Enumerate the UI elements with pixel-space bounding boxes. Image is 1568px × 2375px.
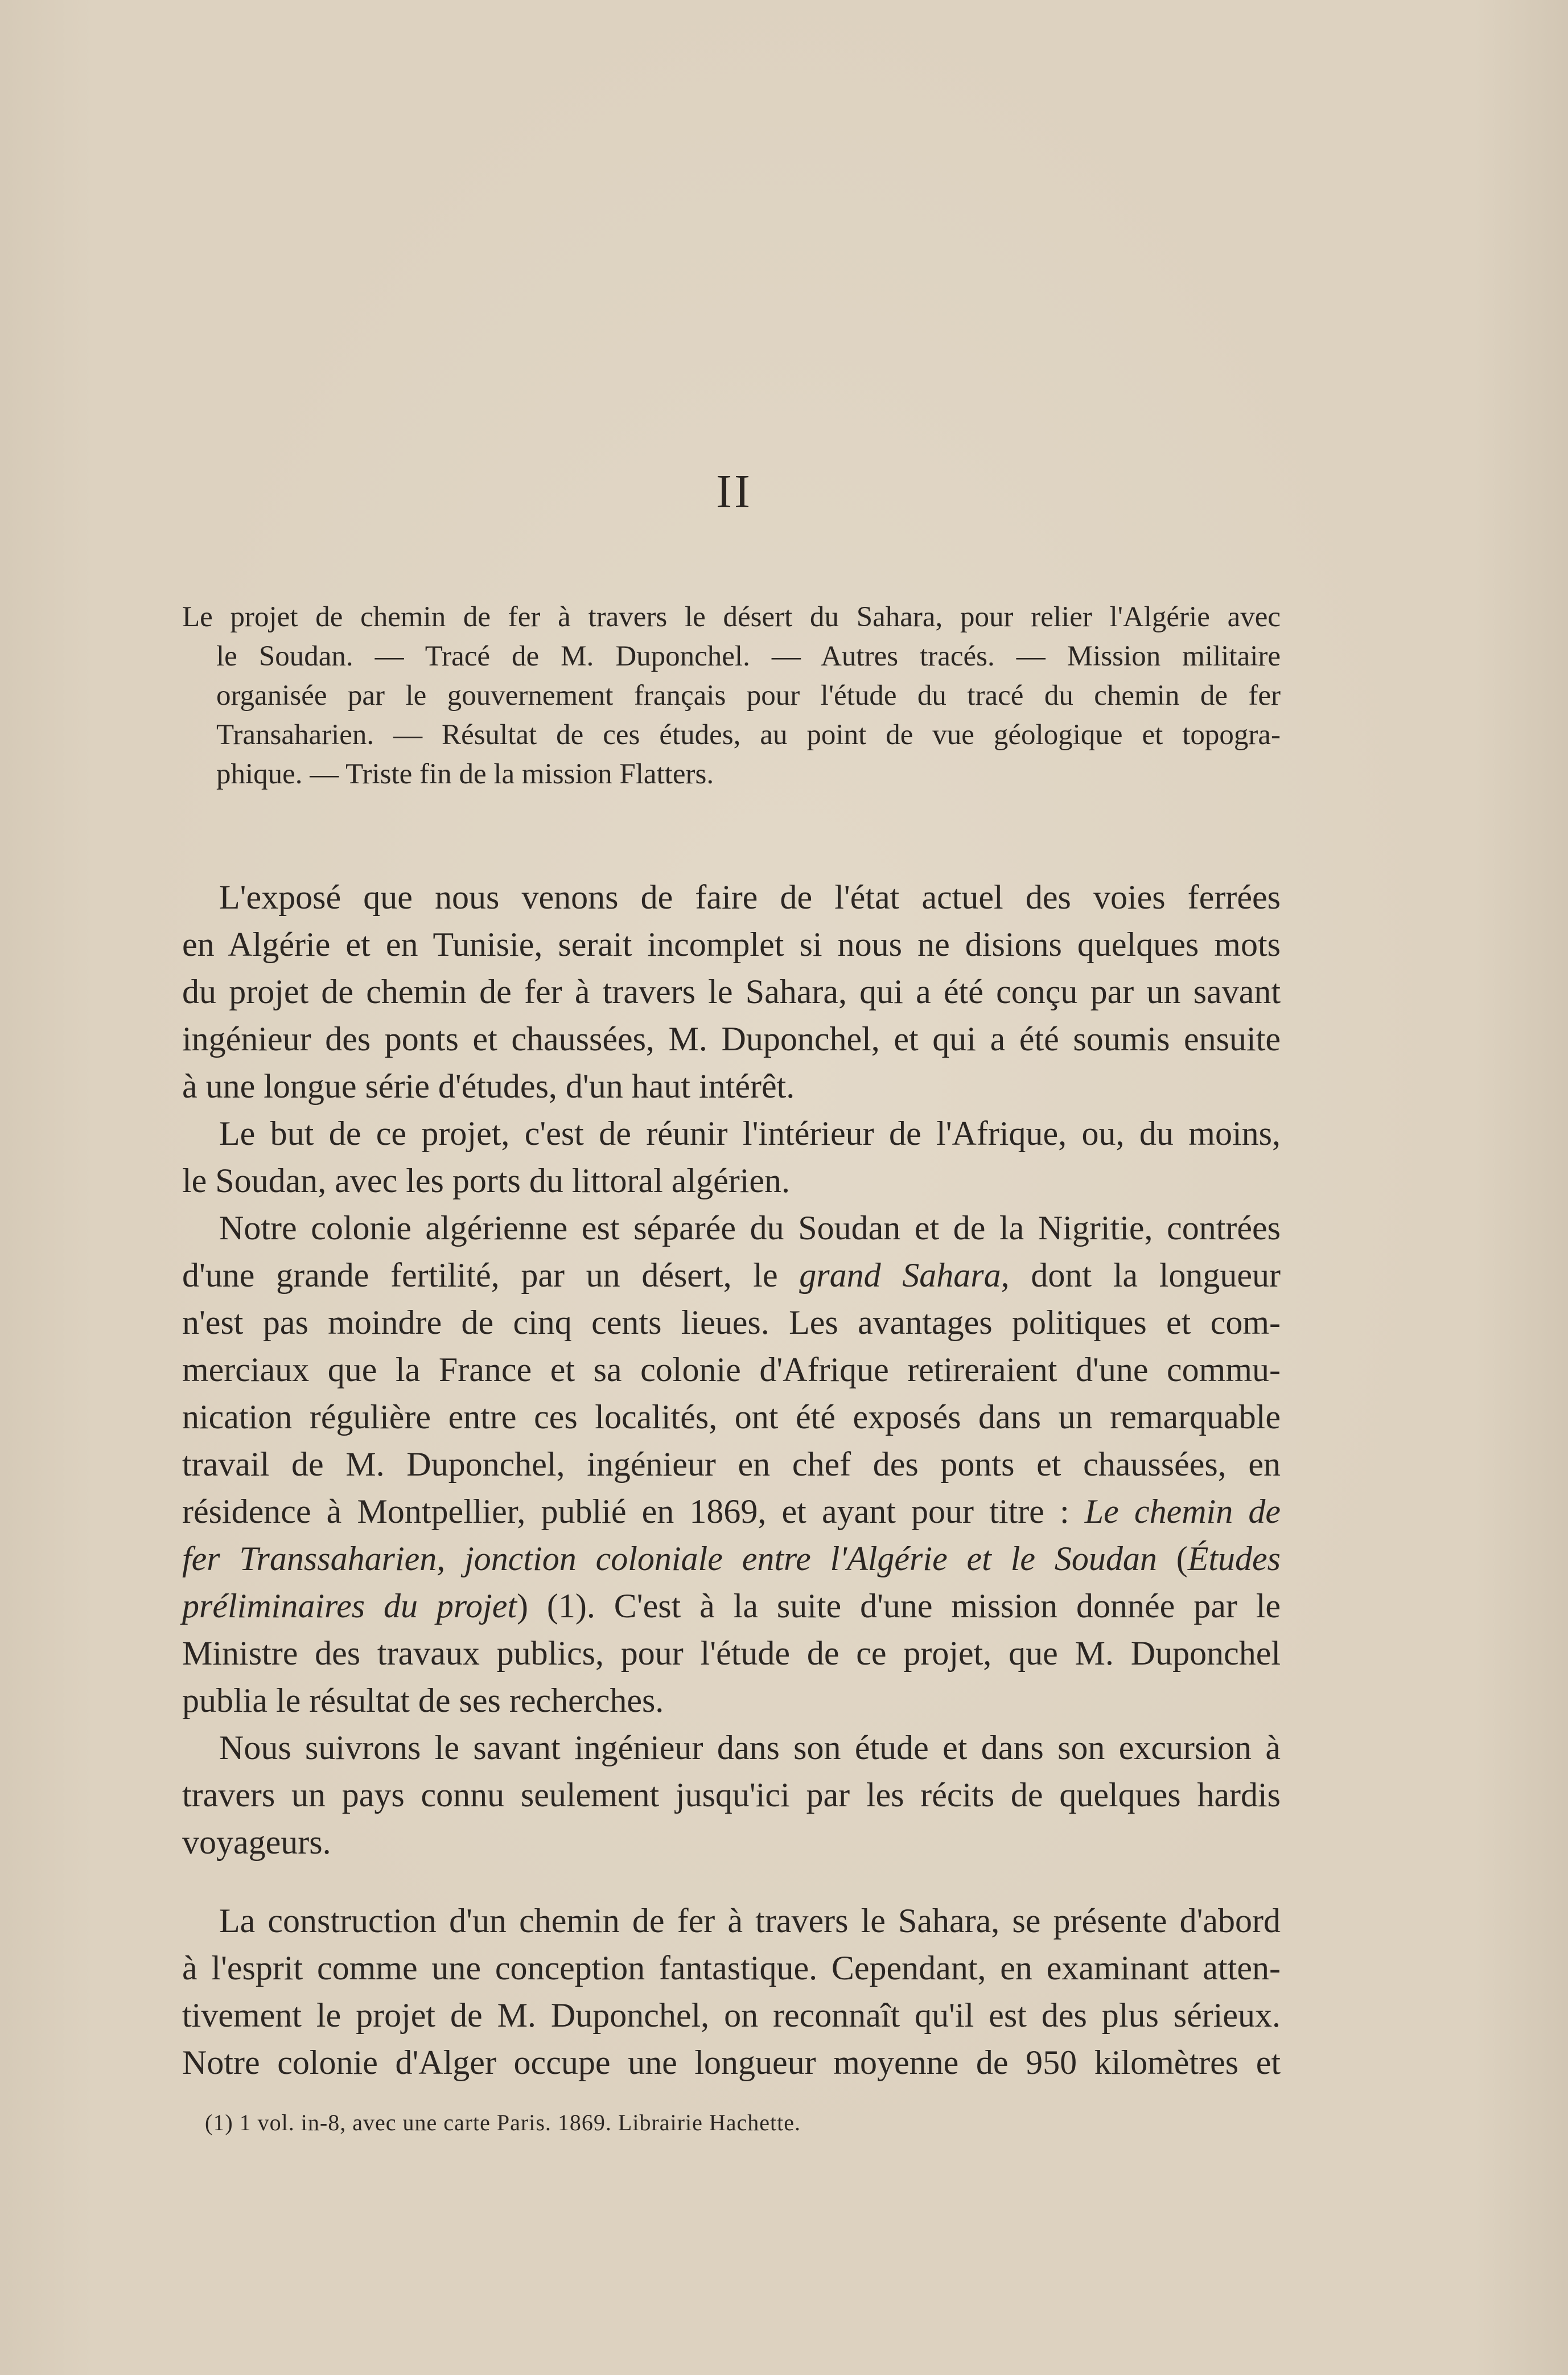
italic-title: Études xyxy=(1187,1540,1281,1577)
text-fragment: ) (1). C'est à la suite d'une mission donnée par le xyxy=(517,1587,1281,1625)
chapter-number: II xyxy=(716,465,752,518)
text-line: ingénieur des ponts et chaussées, M. Duponchel, et qui a été soumis ensuite xyxy=(182,1020,1281,1058)
text-line: en Algérie et en Tunisie, serait incomplet si nous ne disions quelques mots xyxy=(182,926,1281,963)
summary-line: Le projet de chemin de fer à travers le désert du Sahara, pour relier l'Algérie avec xyxy=(182,601,1281,633)
text-line xyxy=(182,1535,1281,1583)
text-line xyxy=(182,1488,1281,1535)
text-line: publia le résultat de ses recherches. xyxy=(182,1682,664,1719)
text-line: merciaux que la France et sa colonie d'Afrique retireraient d'une commu- xyxy=(182,1351,1281,1388)
text-line: travail de M. Duponchel, ingénieur en chef des ponts et chaussées, en xyxy=(182,1445,1281,1483)
text-line: tivement le projet de M. Duponchel, on reconnaît qu'il est des plus sérieux. xyxy=(182,1996,1281,2034)
text-fragment: d'une grande fertilité, par un désert, le xyxy=(182,1256,800,1294)
text-line: à l'esprit comme une conception fantastique. Cependant, en examinant atten- xyxy=(182,1949,1281,1987)
text-line: Le but de ce projet, c'est de réunir l'intérieur de l'Afrique, ou, du moins, xyxy=(219,1115,1281,1152)
text-line: travers un pays connu seulement jusqu'ici par les récits de quelques hardis xyxy=(182,1776,1281,1814)
text-line: Ministre des travaux publics, pour l'étude de ce projet, que M. Duponchel xyxy=(182,1634,1281,1672)
paragraph-5 xyxy=(182,1897,1281,2086)
text-line: du projet de chemin de fer à travers le Sahara, qui a été conçu par un savant xyxy=(182,973,1281,1010)
text-line: le Soudan, avec les ports du littoral algérien. xyxy=(182,1162,791,1199)
text-line: Notre colonie algérienne est séparée du Soudan et de la Nigritie, contrées xyxy=(219,1209,1281,1247)
paragraph-1 xyxy=(182,874,1281,1110)
paragraph-3 xyxy=(182,1205,1281,1724)
summary-line: le Soudan. — Tracé de M. Duponchel. — Autres tracés. — Mission militaire xyxy=(216,640,1281,672)
footnote: (1) 1 vol. in-8, avec une carte Paris. 1869. Librairie Hachette. xyxy=(205,2110,801,2135)
text-line: L'exposé que nous venons de faire de l'état actuel des voies ferrées xyxy=(219,878,1281,916)
text-line: La construction d'un chemin de fer à travers le Sahara, se présente d'abord xyxy=(219,1902,1281,1940)
paragraph-2 xyxy=(182,1110,1281,1205)
text-line: voyageurs. xyxy=(182,1823,331,1861)
italic-term: grand Sahara xyxy=(799,1256,1001,1294)
italic-title: fer Transsaharien, jonction coloniale entre l'Algérie et le Soudan xyxy=(182,1540,1157,1577)
text-fragment: , dont la longueur xyxy=(1001,1256,1281,1294)
text-line: Notre colonie d'Alger occupe une longueur moyenne de 950 kilomètres et xyxy=(182,2044,1281,2081)
italic-title: Le chemin de xyxy=(1084,1493,1281,1530)
text-line xyxy=(182,1252,1281,1299)
chapter-summary xyxy=(182,598,1281,794)
text-fragment: résidence à Montpellier, publié en 1869, et ayant pour titre : xyxy=(182,1493,1085,1530)
italic-title: préliminaires du projet xyxy=(182,1587,517,1625)
text-line: n'est pas moindre de cinq cents lieues. Les avantages politiques et com- xyxy=(182,1304,1281,1341)
text-line xyxy=(182,1583,1281,1630)
body-text xyxy=(182,874,1281,2086)
text-line: nication régulière entre ces localités, ont été exposés dans un remarquable xyxy=(182,1398,1281,1436)
text-line: à une longue série d'études, d'un haut intérêt. xyxy=(182,1067,795,1105)
summary-line: Transaharien. — Résultat de ces études, au point de vue géologique et topogra- xyxy=(216,719,1281,751)
text-line: Nous suivrons le savant ingénieur dans son étude et dans son excursion à xyxy=(219,1729,1281,1766)
text-fragment: ( xyxy=(1157,1540,1188,1577)
paragraph-4 xyxy=(182,1724,1281,1866)
summary-line: phique. — Triste fin de la mission Flatters. xyxy=(216,758,714,790)
summary-line: organisée par le gouvernement français pour l'étude du tracé du chemin de fer xyxy=(216,680,1281,712)
